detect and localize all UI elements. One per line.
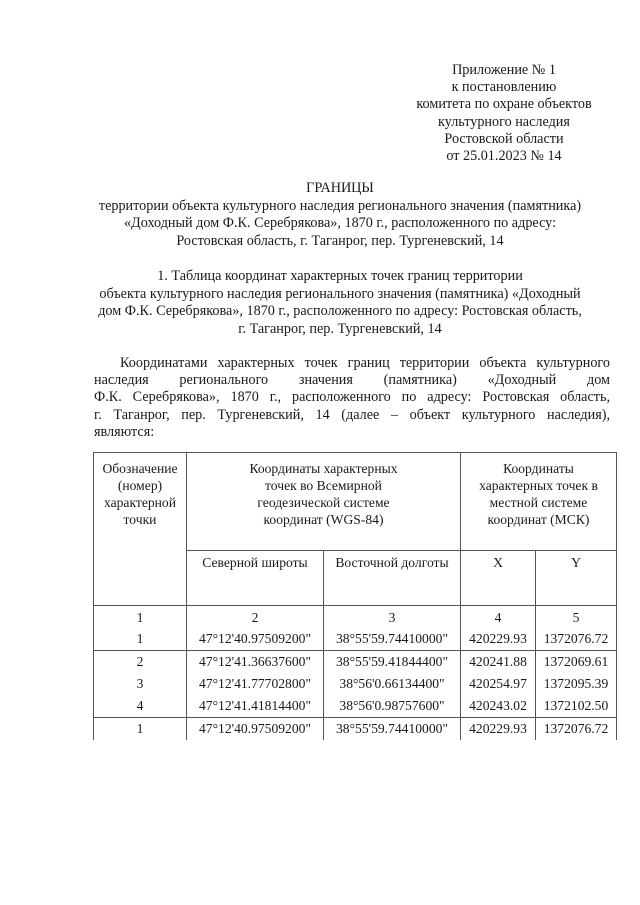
table-row <box>94 628 617 651</box>
appendix-line: комитета по охране объектов <box>416 96 592 113</box>
cell-x: 420241.88 <box>461 651 536 674</box>
paragraph-line: наследия регионального значения (памятника) «Доходный дом <box>94 372 610 389</box>
title-line: Ростовская область, г. Таганрог, пер. Тургеневский, 14 <box>176 232 504 249</box>
cell-latitude: 47°12'41.36637600" <box>187 651 324 674</box>
header-text: координат (МСК) <box>487 512 590 527</box>
cell-longitude: 38°55'59.41844400" <box>324 651 461 674</box>
cell-point: 1 <box>94 718 187 741</box>
column-number: 1 <box>94 606 187 629</box>
appendix-block <box>400 62 608 165</box>
table-row <box>94 695 617 718</box>
table-row <box>94 673 617 695</box>
caption-line: дом Ф.К. Серебрякова», 1870 г., расположенного по адресу: Ростовская область, <box>98 303 582 319</box>
coordinates-table <box>93 452 617 740</box>
header-wgs84 <box>187 453 461 551</box>
header-msk <box>461 453 617 551</box>
appendix-line: от 25.01.2023 № 14 <box>446 148 562 165</box>
header-text: точек во Всемирной <box>265 478 382 493</box>
cell-latitude: 47°12'41.77702800" <box>187 673 324 695</box>
table-row <box>94 718 617 741</box>
paragraph-line: являются: <box>94 423 155 440</box>
cell-y: 1372102.50 <box>536 695 617 718</box>
cell-latitude: 47°12'41.41814400" <box>187 695 324 718</box>
cell-y: 1372095.39 <box>536 673 617 695</box>
intro-paragraph <box>94 355 610 441</box>
cell-x: 420229.93 <box>461 628 536 651</box>
header-y: Y <box>536 551 617 606</box>
caption-line: 1. Таблица координат характерных точек границ территории <box>157 268 523 284</box>
column-number-row <box>94 606 617 629</box>
header-text: координат (WGS-84) <box>263 512 384 527</box>
cell-longitude: 38°55'59.74410000" <box>324 628 461 651</box>
cell-y: 1372069.61 <box>536 651 617 674</box>
appendix-line: культурного наследия <box>438 113 570 130</box>
header-x: X <box>461 551 536 606</box>
header-north-latitude: Северной широты <box>187 551 324 606</box>
paragraph-line: г. Таганрог, пер. Тургеневский, 14 (далее – объект культурного наследия), <box>94 406 610 423</box>
cell-longitude: 38°55'59.74410000" <box>324 718 461 741</box>
cell-point: 2 <box>94 651 187 674</box>
cell-latitude: 47°12'40.97509200" <box>187 718 324 741</box>
header-text: Координаты <box>503 461 574 476</box>
column-number: 5 <box>536 606 617 629</box>
title-line: «Доходный дом Ф.К. Серебрякова», 1870 г., расположенного по адресу: <box>123 215 557 231</box>
header-text: (номер) <box>117 478 163 493</box>
column-number: 2 <box>187 606 324 629</box>
appendix-line: Ростовской области <box>444 130 564 147</box>
paragraph-line: Ф.К. Серебрякова», 1870 г., расположенного по адресу: Ростовская область, <box>94 389 610 406</box>
header-text: местной системе <box>489 495 588 510</box>
appendix-line: Приложение № 1 <box>452 62 556 78</box>
header-text: Координаты характерных <box>249 461 398 476</box>
header-text: Обозначение <box>102 461 178 476</box>
header-text: геодезической системе <box>257 495 390 510</box>
cell-latitude: 47°12'40.97509200" <box>187 628 324 651</box>
paragraph-line: Координатами характерных точек границ территории объекта культурного <box>120 355 610 371</box>
header-text: точки <box>123 512 157 527</box>
header-text: характерных точек в <box>479 478 598 493</box>
cell-y: 1372076.72 <box>536 718 617 741</box>
document-title <box>40 180 640 250</box>
cell-point: 4 <box>94 695 187 718</box>
header-east-longitude: Восточной долготы <box>324 551 461 606</box>
header-point-designation <box>94 453 187 606</box>
cell-point: 3 <box>94 673 187 695</box>
caption-line: объекта культурного наследия регионального значения (памятника) «Доходный <box>99 285 581 302</box>
header-text: характерной <box>103 495 177 510</box>
cell-point: 1 <box>94 628 187 651</box>
cell-x: 420229.93 <box>461 718 536 741</box>
cell-y: 1372076.72 <box>536 628 617 651</box>
column-number: 3 <box>324 606 461 629</box>
cell-longitude: 38°56'0.66134400" <box>324 673 461 695</box>
title-heading: ГРАНИЦЫ <box>306 180 374 196</box>
cell-x: 420254.97 <box>461 673 536 695</box>
table-header-row <box>94 453 617 551</box>
cell-longitude: 38°56'0.98757600" <box>324 695 461 718</box>
appendix-line: к постановлению <box>451 79 557 96</box>
caption-line: г. Таганрог, пер. Тургеневский, 14 <box>238 320 442 337</box>
table-row <box>94 651 617 674</box>
table-caption <box>40 268 640 338</box>
title-line: территории объекта культурного наследия регионального значения (памятника) <box>98 197 582 214</box>
cell-x: 420243.02 <box>461 695 536 718</box>
column-number: 4 <box>461 606 536 629</box>
